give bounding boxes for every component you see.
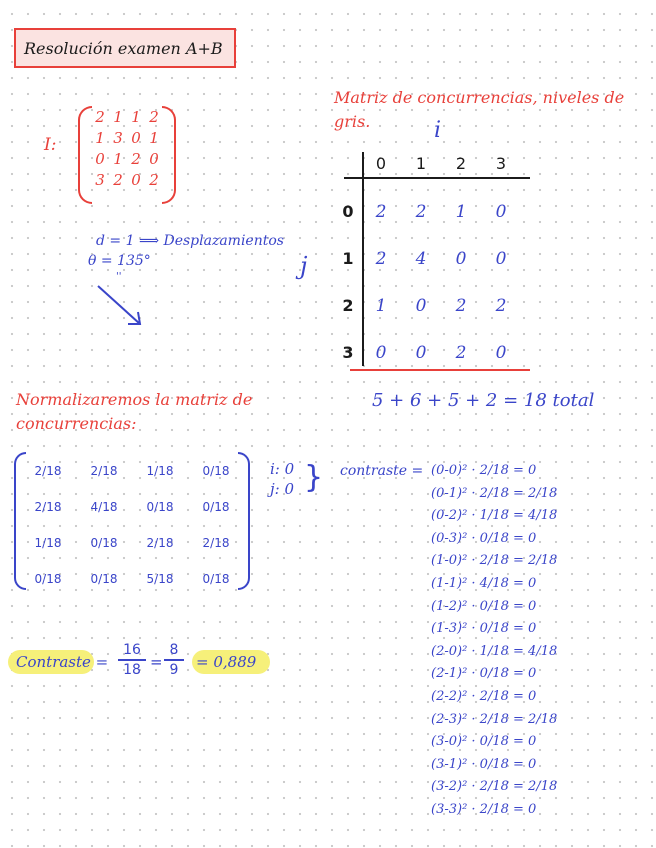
normalized-cell: 2/18 [202, 536, 230, 550]
table-vertical-line [362, 152, 364, 366]
table-cell: 0 [455, 249, 467, 269]
result-num-2: 8 [169, 642, 179, 658]
contrast-term: (0-1)² · 2/18 = 2/18 [431, 485, 558, 501]
contrast-term: (2-3)² · 2/18 = 2/18 [431, 711, 558, 727]
normalized-cell: 0/18 [90, 536, 118, 550]
table-cell: 2 [455, 296, 467, 316]
normalize-heading-2: concurrencias: [16, 414, 137, 433]
equals-sign: = [150, 653, 163, 671]
table-cell: 1 [455, 202, 467, 222]
table-cell: 2 [415, 202, 427, 222]
contrast-term: (3-1)² · 0/18 = 0 [431, 756, 537, 772]
matrix-cell: 0 [131, 171, 141, 189]
contrast-label: contraste = [340, 463, 424, 479]
normalized-cell: 2/18 [34, 500, 62, 514]
result-value: = 0,889 [196, 653, 257, 671]
table-row-label: 3 [342, 343, 354, 362]
tick-mark: '' [116, 271, 122, 282]
result-den-1: 18 [123, 662, 141, 678]
result-fraction-1 [118, 642, 146, 678]
matrix-cell: 1 [95, 129, 105, 147]
index-j: j: 0 [270, 480, 295, 498]
contrast-term: (1-3)² · 0/18 = 0 [431, 621, 537, 637]
contrast-term: (2-2)² · 2/18 = 0 [431, 689, 537, 704]
normalized-cell: 5/18 [146, 572, 174, 586]
fraction-bar-1 [118, 659, 146, 661]
table-header-cell: 1 [415, 154, 427, 173]
matrix-cell: 0 [131, 129, 141, 147]
normalized-cell: 1/18 [34, 536, 62, 550]
index-brace: } [304, 460, 324, 495]
normalized-cell: 0/18 [90, 572, 118, 586]
page-title: Resolución examen A+B [24, 39, 223, 58]
matrix-cell: 2 [95, 108, 105, 126]
normalized-cell: 2/18 [34, 464, 62, 478]
norm-left-paren [14, 452, 26, 590]
normalized-cell: 0/18 [202, 500, 230, 514]
matrix-cell: 2 [149, 171, 159, 189]
table-cell: 0 [495, 343, 507, 363]
contrast-term: (0-0)² · 2/18 = 0 [431, 463, 537, 478]
sum-line: 5 + 6 + 5 + 2 = 18 total [372, 390, 595, 411]
matrix-cell: 0 [149, 150, 159, 168]
normalized-cell: 0/18 [202, 464, 230, 478]
normalized-cell: 2/18 [146, 536, 174, 550]
table-cell: 2 [375, 202, 387, 222]
table-row-label: 0 [342, 202, 354, 221]
concurrence-heading-2: gris. [334, 112, 371, 131]
matrix-cell: 1 [113, 108, 123, 126]
contrast-term: (2-0)² · 1/18 = 4/18 [431, 643, 558, 659]
table-row-label: 1 [342, 249, 354, 268]
matrix-label: I: [44, 135, 57, 155]
table-header-line [344, 177, 530, 179]
result-label: Contraste = [16, 653, 109, 671]
result-num-1: 16 [123, 642, 141, 658]
table-bottom-line [350, 369, 530, 371]
matrix-cell: 1 [131, 108, 141, 126]
matrix-cell: 2 [149, 108, 159, 126]
table-cell: 4 [415, 249, 427, 269]
matrix-cell: 2 [131, 150, 141, 168]
index-i: i: 0 [270, 460, 295, 478]
contrast-term: (3-0)² · 0/18 = 0 [431, 734, 537, 750]
table-header-cell: 3 [495, 154, 507, 173]
matrix-cell: 1 [149, 129, 159, 147]
table-cell: 2 [495, 296, 507, 316]
row-axis-label: j [300, 252, 308, 280]
matrix-left-paren [78, 106, 92, 204]
table-header-cell: 2 [455, 154, 467, 173]
normalized-cell: 2/18 [90, 464, 118, 478]
contrast-term: (0-2)² · 1/18 = 4/18 [431, 508, 558, 524]
contrast-term: (3-3)² · 2/18 = 0 [431, 802, 537, 817]
table-cell: 0 [495, 249, 507, 269]
norm-right-paren [238, 452, 250, 590]
normalized-cell: 0/18 [34, 572, 62, 586]
concurrence-heading-1: Matriz de concurrencias, niveles de [334, 88, 625, 107]
matrix-cell: 2 [113, 171, 123, 189]
distance-text: d = 1 ⟹ Desplazamientos [96, 233, 284, 249]
table-cell: 2 [375, 249, 387, 269]
contrast-term: (1-1)² · 4/18 = 0 [431, 576, 537, 591]
table-cell: 2 [455, 343, 467, 363]
direction-arrow-icon [92, 282, 152, 332]
matrix-right-paren [162, 106, 176, 204]
table-cell: 0 [415, 343, 427, 363]
title-box [14, 28, 236, 68]
matrix-cell: 1 [113, 150, 123, 168]
normalize-heading-1: Normalizaremos la matriz de [16, 390, 253, 409]
contrast-term: (1-0)² · 2/18 = 2/18 [431, 553, 558, 569]
table-cell: 0 [495, 202, 507, 222]
normalized-cell: 0/18 [146, 500, 174, 514]
table-row-label: 2 [342, 296, 354, 315]
col-axis-label: i [434, 118, 442, 143]
matrix-cell: 3 [113, 129, 123, 147]
contrast-term: (3-2)² · 2/18 = 2/18 [431, 779, 558, 795]
table-cell: 1 [375, 296, 387, 316]
normalized-cell: 0/18 [202, 572, 230, 586]
result-den-2: 9 [169, 662, 179, 678]
result-fraction-2 [164, 642, 184, 678]
normalized-cell: 4/18 [90, 500, 118, 514]
table-header-cell: 0 [375, 154, 387, 173]
angle-text: θ = 135° [88, 253, 151, 269]
contrast-term: (2-1)² · 0/18 = 0 [431, 666, 537, 682]
contrast-term: (1-2)² · 0/18 = 0 [431, 598, 537, 614]
normalized-cell: 1/18 [146, 464, 174, 478]
contrast-term: (0-3)² · 0/18 = 0 [431, 530, 537, 546]
matrix-cell: 3 [95, 171, 105, 189]
matrix-cell: 0 [95, 150, 105, 168]
table-cell: 0 [415, 296, 427, 316]
table-cell: 0 [375, 343, 387, 363]
fraction-bar-2 [164, 659, 184, 661]
